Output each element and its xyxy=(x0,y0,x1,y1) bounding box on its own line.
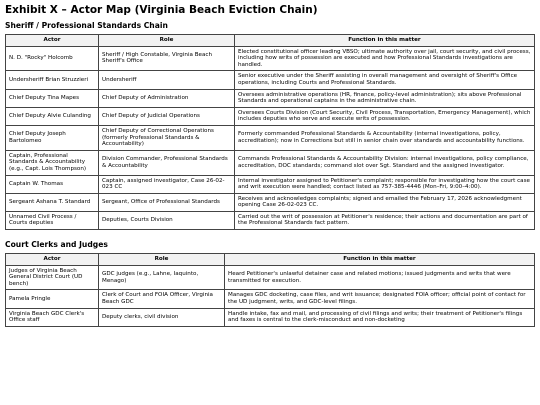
actor-cell: Undersheriff Brian Struzzieri xyxy=(6,71,99,89)
table-row xyxy=(6,46,535,71)
role-cell: Clerk of Court and FOIA Officer, Virginia Beach GDC xyxy=(99,290,225,308)
table-row xyxy=(6,193,535,211)
role-cell: Deputy clerks, civil division xyxy=(99,308,225,326)
table-row xyxy=(6,71,535,89)
role-cell: Division Commander, Professional Standards & Accountability xyxy=(99,150,235,175)
role-cell: Deputies, Courts Division xyxy=(99,211,235,229)
actor-cell: N. D. "Rocky" Holcomb xyxy=(6,46,99,71)
column-header-function: Function in this matter xyxy=(225,254,535,266)
table-header-row xyxy=(6,254,535,266)
table-row xyxy=(6,89,535,107)
section-heading-court: Court Clerks and Judges xyxy=(5,240,108,250)
role-cell: Chief Deputy of Judicial Operations xyxy=(99,107,235,125)
role-cell: Chief Deputy of Administration xyxy=(99,89,235,107)
actor-cell: Chief Deputy Joseph Bartolomeo xyxy=(6,125,99,150)
role-cell: Chief Deputy of Correctional Operations (formerly Professional Standards & Accountability) xyxy=(99,125,235,150)
function-cell: Elected constitutional officer leading VBSO; ultimate authority over jail, court security, and civil process, including how writs of possession are executed and how Professional Standards investigations are handled. xyxy=(235,46,535,71)
actor-cell: Pamela Pringle xyxy=(6,290,99,308)
court-table-body xyxy=(6,265,535,326)
table-row xyxy=(6,150,535,175)
column-header-actor: Actor xyxy=(6,254,99,266)
function-cell: Oversees Courts Division (Court Security, Civil Process, Transportation, Emergency Management), which includes deputies who serve and execute writs of possession. xyxy=(235,107,535,125)
function-cell: Oversees administrative operations (HR, finance, policy-level administration); sits above Professional Standards and operational captains in the administrative chain. xyxy=(235,89,535,107)
sheriff-table-body xyxy=(6,46,535,229)
column-header-actor: Actor xyxy=(6,35,99,47)
function-cell: Senior executive under the Sheriff assisting in overall management and oversight of Sheriff's Office operations, including Courts and Professional Standards. xyxy=(235,71,535,89)
table-header-row xyxy=(6,35,535,47)
actor-cell: Virginia Beach GDC Clerk's Office staff xyxy=(6,308,99,326)
actor-cell: Judges of Virginia Beach General District Court (UD bench) xyxy=(6,265,99,290)
section-heading-sheriff: Sheriff / Professional Standards Chain xyxy=(5,21,168,30)
sheriff-actor-table xyxy=(5,34,535,230)
role-cell: Sergeant, Office of Professional Standards xyxy=(99,193,235,211)
table-row xyxy=(6,175,535,193)
function-cell: Internal investigator assigned to Petitioner's complaint; responsible for investigating how the court case and writ execution were handled; contact listed as 757-385-4446 (Mon–Fri, 9:00–4:00). xyxy=(235,175,535,193)
exhibit-title: Exhibit X – Actor Map (Virginia Beach Eviction Chain) xyxy=(5,4,318,16)
table-row xyxy=(6,125,535,150)
column-header-role: Role xyxy=(99,254,225,266)
actor-cell: Chief Deputy Tina Mapes xyxy=(6,89,99,107)
column-header-function: Function in this matter xyxy=(235,35,535,47)
court-actor-table xyxy=(5,253,535,327)
actor-cell: Captain, Professional Standards & Accountability (e.g., Capt. Lois Thompson) xyxy=(6,150,99,175)
role-cell: Sheriff / High Constable, Virginia Beach Sheriff's Office xyxy=(99,46,235,71)
actor-cell: Sergeant Ashana T. Standard xyxy=(6,193,99,211)
function-cell: Manages GDC docketing, case files, and writ issuance; designated FOIA officer; official point of contact for the UD judgment, writs, and GDC-level filings. xyxy=(225,290,535,308)
actor-cell: Chief Deputy Alvie Culanding xyxy=(6,107,99,125)
actor-cell: Captain W. Thomas xyxy=(6,175,99,193)
function-cell: Formerly commanded Professional Standards & Accountability (internal investigations, policy, accreditation); now in Corrections but still in senior chain over standards and accountability functions. xyxy=(235,125,535,150)
function-cell: Commands Professional Standards & Accountability Division: internal investigations, policy compliance, accreditation, DOC standards; command slot over Sgt. Standard and the assigned investigator. xyxy=(235,150,535,175)
function-cell: Handle intake, fax and mail, and processing of civil filings and writs; their treatment of Petitioner's filings and faxes is central to the clerk-misconduct and non-docketing xyxy=(225,308,535,326)
table-row xyxy=(6,290,535,308)
role-cell: Undersheriff xyxy=(99,71,235,89)
table-row xyxy=(6,265,535,290)
table-row xyxy=(6,308,535,326)
table-row xyxy=(6,211,535,229)
function-cell: Heard Petitioner's unlawful detainer case and related motions; issued judgments and writs that were transmitted for execution. xyxy=(225,265,535,290)
function-cell: Receives and acknowledges complaints; signed and emailed the February 17, 2026 acknowledgment opening Case 26-02-023 CC. xyxy=(235,193,535,211)
table-row xyxy=(6,107,535,125)
column-header-role: Role xyxy=(99,35,235,47)
role-cell: GDC judges (e.g., Lahne, Iaquinto, Menago) xyxy=(99,265,225,290)
actor-cell: Unnamed Civil Process / Courts deputies xyxy=(6,211,99,229)
function-cell: Carried out the writ of possession at Petitioner's residence; their actions and documentation are part of the Professional Standards fact pattern. xyxy=(235,211,535,229)
role-cell: Captain, assigned investigator, Case 26-02-023 CC xyxy=(99,175,235,193)
